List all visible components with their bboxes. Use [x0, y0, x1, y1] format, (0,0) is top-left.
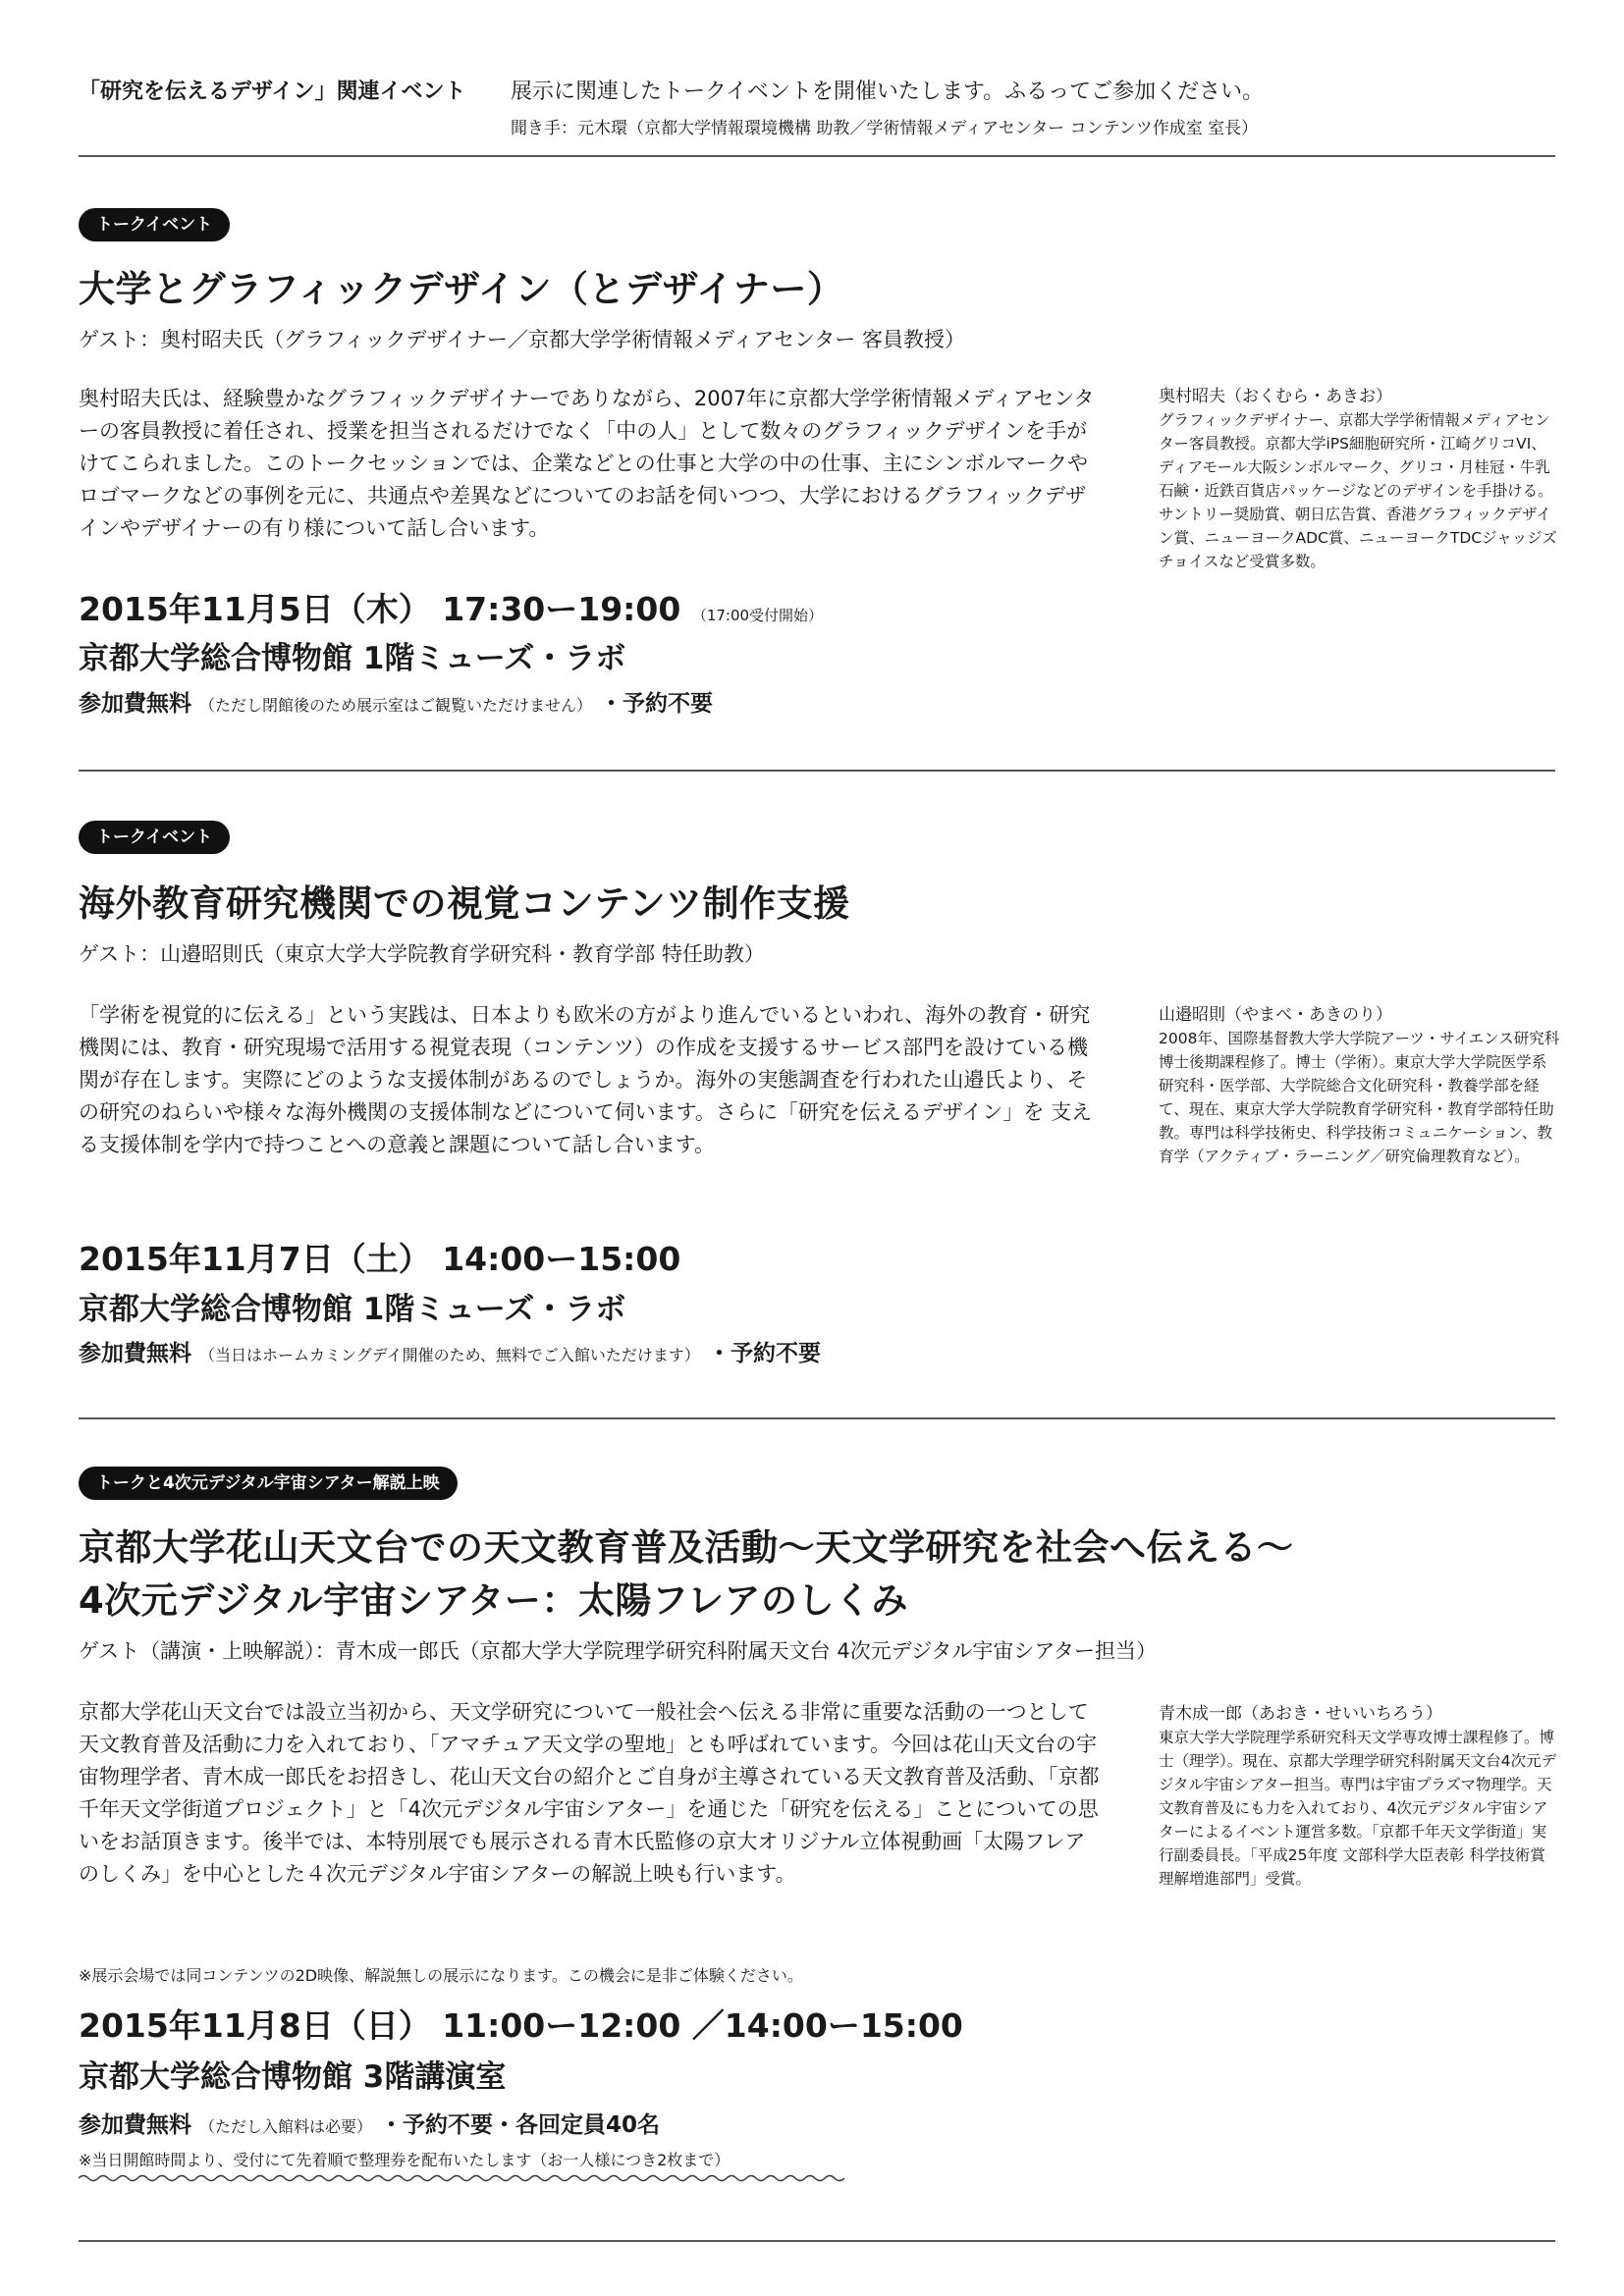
- event-badge: トークイベント: [79, 208, 230, 241]
- event-title: 京都大学花山天文台での天文教育普及活動～天文学研究を社会へ伝える～: [79, 1526, 1294, 1569]
- event-guest: ゲスト：奥村昭夫氏（グラフィックデザイナー／京都大学学術情報メディアセンター 客員教授）: [79, 328, 965, 351]
- event-venue: 京都大学総合博物館 1階ミューズ・ラボ: [79, 1292, 626, 1327]
- event-description: 「学術を視覚的に伝える」という実践は、日本よりも欧米の方がより進んでいるといわれ、海外の教育・研究機関には、教育・研究現場で活用する視覚表現（コンテンツ）の作成を支援するサービス部門を設けている機関が存在します。実際にどのような支援体制があるのでしょうか。海外の実態調査を行われた山邉氏より、その研究のねらいや様々な海外機関の支援体制などについて伺います。さらに「研究を伝えるデザイン」を 支える支援体制を学内で持つことへの意義と課題について話し合います。: [79, 1003, 1093, 1156]
- event-fee-suffix: ・予約不要: [600, 691, 714, 717]
- event-description: 奥村昭夫氏は、経験豊かなグラフィックデザイナーでありながら、2007年に京都大学学術情報メディアセンターの客員教授に着任され、授業を担当されるだけでなく「中の人」として数々のグラフィックデザインを手がけてこられました。このトークセッションでは、企業などとの仕事と大学の中の仕事、主にシンボルマークやロゴマークなどの事例を元に、共通点や差異などについてのお話を伺いつつ、大学におけるグラフィックデザインやデザイナーの有り様について話し合います。: [79, 387, 1095, 540]
- event-badge: トークイベント: [79, 821, 230, 854]
- guest-bio-name: 奥村昭夫（おくむら・あきお）: [1159, 387, 1392, 406]
- event-title: 海外教育研究機関での視覚コンテンツ制作支援: [79, 882, 850, 925]
- series-title: 「研究を伝えるデザイン」関連イベント: [79, 80, 466, 104]
- event-fee-note: （当日はホームカミングデイ開催のため、無料でご入館いただけます）: [199, 1346, 700, 1364]
- event-datetime-text: 2015年11月7日（土） 14:00ー15:00: [79, 1240, 681, 1278]
- event-fee: [79, 1335, 821, 1367]
- event-fee-label: 参加費無料: [79, 2112, 191, 2138]
- guest-bio: [1159, 1003, 1561, 1168]
- event-note: ※展示会場では同コンテンツの2D映像、解説無しの展示になります。この機会に是非ご体験ください。: [79, 1966, 803, 1985]
- event-fee-label: 参加費無料: [79, 691, 191, 717]
- event-fee: [79, 2107, 660, 2139]
- event-fee-label: 参加費無料: [79, 1341, 191, 1366]
- event-guest: ゲスト：山邉昭則氏（東京大学大学院教育学研究科・教育学部 特任助教）: [79, 942, 765, 966]
- event-datetime-note: （17:00受付開始）: [691, 607, 824, 624]
- event-fee: [79, 685, 713, 718]
- series-intro: 展示に関連したトークイベントを開催いたします。ふるってご参加ください。: [511, 80, 1265, 104]
- event-guest: ゲスト（講演・上映解説）：青木成一郎氏（京都大学大学院理学研究科附属天文台 4次元デジタル宇宙シアター担当）: [79, 1639, 1157, 1663]
- event-datetime: [79, 584, 823, 630]
- event-badge: トークと4次元デジタル宇宙シアター解説上映: [79, 1467, 458, 1500]
- divider: [79, 155, 1555, 157]
- event-datetime-text: 2015年11月5日（木） 17:30ー19:00: [79, 590, 681, 628]
- divider: [79, 2240, 1555, 2242]
- ticket-note: ※当日開館時間より、受付にて先着順で整理券を配布いたします（お一人様につき2枚まで）: [79, 2151, 731, 2169]
- guest-bio-text: 東京大学大学院理学系研究科天文学専攻博士課程修了。博士（理学）。現在、京都大学理学研究科附属天文台4次元デジタル宇宙シアター担当。専門は宇宙プラズマ物理学。天文教育普及にも力を入れており、4次元デジタル宇宙シアターによるイベント運営多数。「京都千年天文学街道」実行副委員長。「平成25年度 文部科学大臣表彰 科学技術賞 理解増進部門」受賞。: [1159, 1729, 1557, 1888]
- event-venue: 京都大学総合博物館 1階ミューズ・ラボ: [79, 641, 626, 676]
- guest-bio-text: グラフィックデザイナー、京都大学学術情報メディアセンター客員教授。京都大学iPS細胞研究所・江崎グリコVI、ディアモール大阪シンボルマーク、グリコ・月桂冠・牛乳石鹸・近鉄百貨店パッケージなどのデザインを手掛ける。サントリー奨励賞、朝日広告賞、香港グラフィックデザイン賞、ニューヨークADC賞、ニューヨークTDCジャッジズチョイスなど受賞多数。: [1159, 411, 1557, 570]
- event-2: [79, 821, 1560, 1370]
- divider: [79, 770, 1555, 772]
- guest-bio-name: 青木成一郎（あおき・せいいちろう）: [1159, 1704, 1442, 1724]
- event-subtitle: 4次元デジタル宇宙シアター：太陽フレアのしくみ: [79, 1579, 908, 1622]
- event-fee-suffix: ・予約不要: [707, 1341, 821, 1366]
- guest-bio-text: 2008年、国際基督教大学大学院アーツ・サイエンス研究科博士後期課程修了。博士（学術）。東京大学大学院医学系研究科・医学部、大学院総合文化研究科・教養学部を経て、現在、東京大学大学院教育学研究科・教育学部特任助教。専門は科学技術史、科学技術コミュニケーション、教育学（アクティブ・ラーニング／研究倫理教育など）。: [1159, 1030, 1560, 1165]
- event-description: 京都大学花山天文台では設立当初から、天文学研究について一般社会へ伝える非常に重要な活動の一つとして天文教育普及活動に力を入れており、「アマチュア天文学の聖地」とも呼ばれています。今回は花山天文台の宇宙物理学者、青木成一郎氏をお招きし、花山天文台の紹介とご自身が主導されている天文教育普及活動、「京都千年天文学街道プロジェクト」と「4次元デジタル宇宙シアター」を通じた「研究を伝える」ことについての思いをお話頂きます。後半では、本特別展でも展示される青木氏監修の京大オリジナル立体視動画「太陽フレアのしくみ」を中心とした４次元デジタル宇宙シアターの解説上映も行います。: [79, 1700, 1100, 1886]
- event-venue: 京都大学総合博物館 3階講演室: [79, 2059, 507, 2095]
- divider: [79, 1417, 1555, 1419]
- event-datetime-text: 2015年11月8日（日） 11:00ー12:00 ／14:00ー15:00: [79, 2006, 963, 2045]
- interviewer: 聞き手：元木環（京都大学情報環境機構 助教／学術情報メディアセンター コンテンツ作成室 室長）: [511, 119, 1259, 138]
- guest-bio: [1159, 385, 1561, 573]
- event-fee-suffix: ・予約不要・各回定員40名: [380, 2112, 661, 2138]
- event-title: 大学とグラフィックデザイン（とデザイナー）: [79, 268, 844, 310]
- event-fee-note: （ただし閉館後のため展示室はご観覧いただけません）: [199, 696, 593, 715]
- guest-bio: [1159, 1702, 1561, 1891]
- guest-bio-name: 山邉昭則（やまべ・あきのり）: [1159, 1005, 1392, 1025]
- event-datetime: [79, 1234, 680, 1280]
- event-1: [79, 208, 1555, 728]
- wavy-underline: [79, 2173, 844, 2183]
- event-fee-note: （ただし入館料は必要）: [199, 2117, 373, 2136]
- event-datetime: [79, 2001, 963, 2047]
- event-3: [79, 1467, 1555, 2222]
